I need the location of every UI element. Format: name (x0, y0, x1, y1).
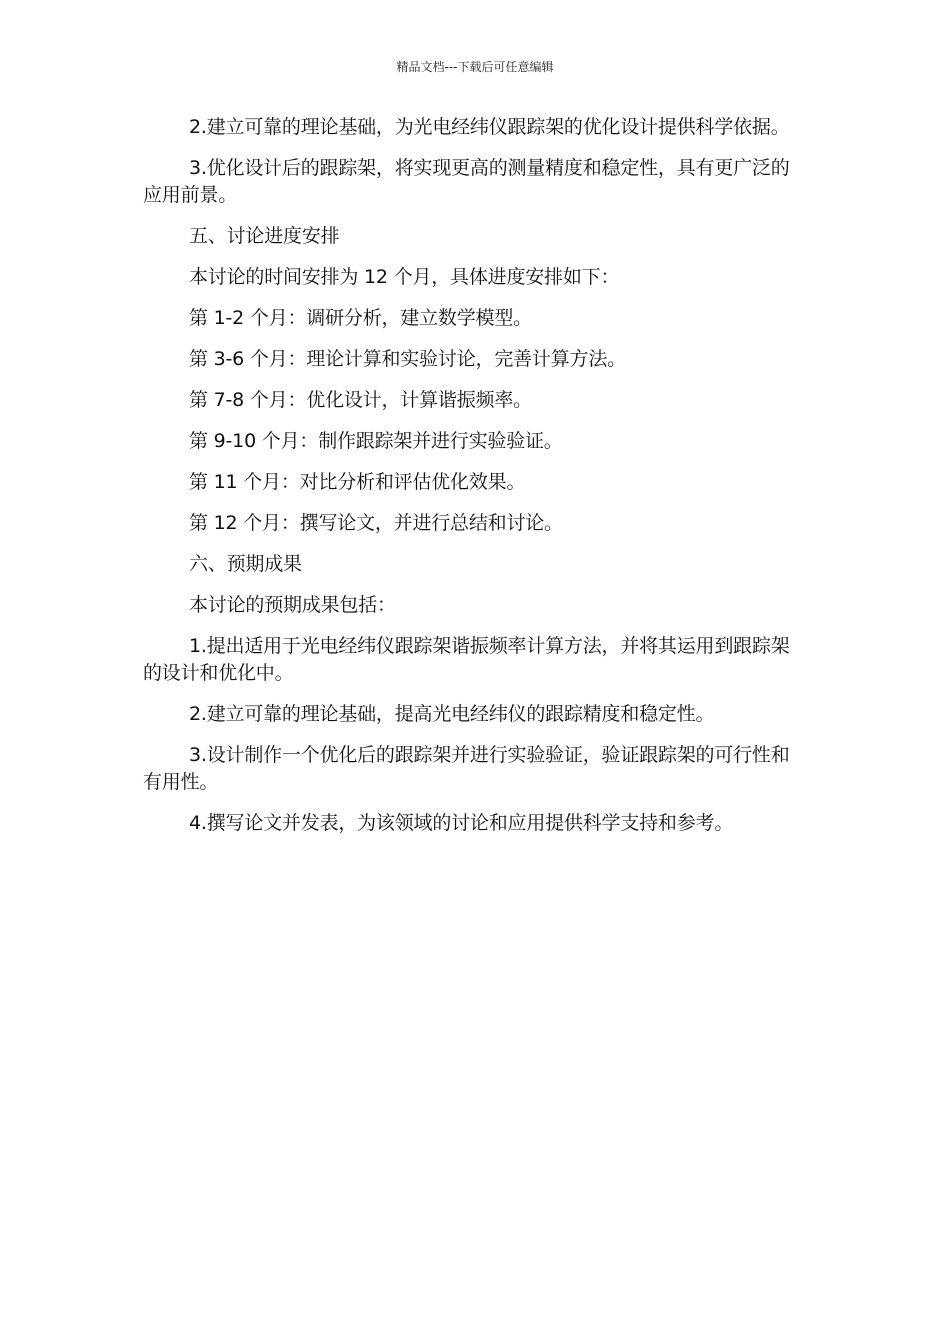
schedule-item: 第 11 个月：对比分析和评估优化效果。 (189, 471, 526, 493)
outcome-item: 2.建立可靠的理论基础，提高光电经纬仪的跟踪精度和稳定性。 (189, 703, 715, 725)
section-heading-schedule: 五、讨论进度安排 (189, 225, 340, 247)
section-heading-outcomes: 六、预期成果 (189, 553, 302, 575)
paragraph-goal-3: 3.优化设计后的跟踪架，将实现更高的测量精度和稳定性，具有更广泛的应用前景。 (143, 157, 790, 206)
schedule-intro: 本讨论的时间安排为 12 个月，具体进度安排如下： (189, 266, 620, 288)
schedule-item: 第 9-10 个月：制作跟踪架并进行实验验证。 (189, 430, 563, 452)
outcome-item: 4.撰写论文并发表，为该领域的讨论和应用提供科学支持和参考。 (189, 812, 734, 834)
schedule-item: 第 7-8 个月：优化设计，计算谐振频率。 (189, 389, 532, 411)
schedule-item: 第 3-6 个月：理论计算和实验讨论，完善计算方法。 (189, 348, 626, 370)
paragraph-goal-2: 2.建立可靠的理论基础，为光电经纬仪跟踪架的优化设计提供科学依据。 (189, 116, 790, 138)
schedule-item: 第 12 个月：撰写论文，并进行总结和讨论。 (189, 512, 563, 534)
schedule-item: 第 1-2 个月：调研分析，建立数学模型。 (189, 307, 532, 329)
document-body (143, 114, 793, 851)
outcomes-intro: 本讨论的预期成果包括： (189, 594, 396, 616)
outcome-item: 3.设计制作一个优化后的跟踪架并进行实验验证，验证跟踪架的可行性和有用性。 (143, 744, 790, 793)
outcome-item: 1.提出适用于光电经纬仪跟踪架谐振频率计算方法，并将其运用到跟踪架的设计和优化中。 (143, 635, 790, 684)
page-header: 精品文档---下载后可任意编辑 (396, 60, 554, 74)
